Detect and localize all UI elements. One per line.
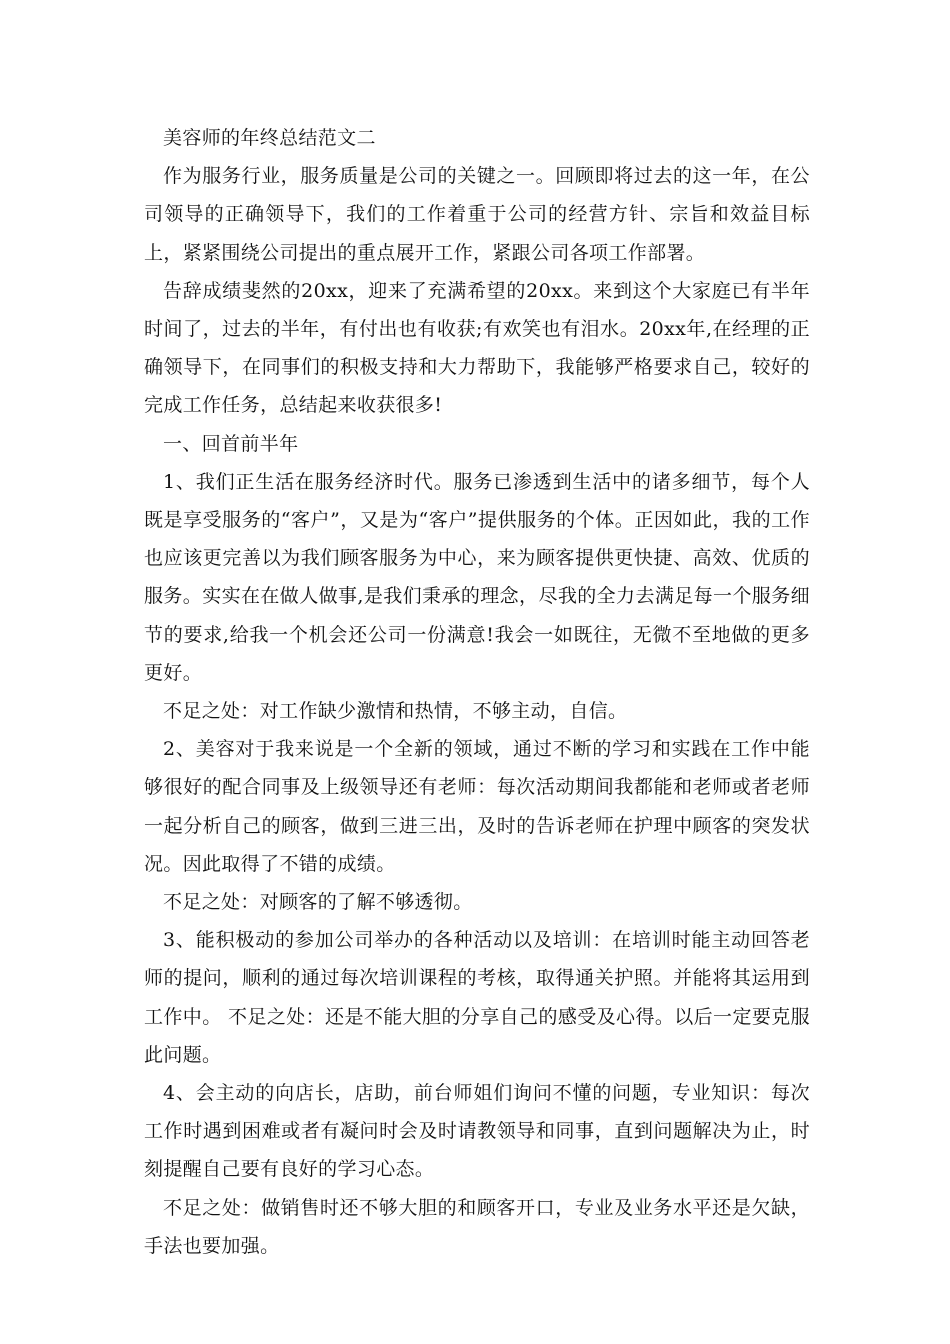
paragraph-review: 告辞成绩斐然的20xx，迎来了充满希望的20xx。来到这个大家庭已有半年时间了，过去的半年，有付出也有收获;有欢笑也有泪水。20xx年,在经理的正确领导下，在同事们的积极支持和大力帮助下，我能够严格要求自己，较好的完成工作任务，总结起来收获很多!	[144, 279, 810, 417]
paragraph-item-2: 2、美容对于我来说是一个全新的领域，通过不断的学习和实践在工作中能够很好的配合同事及上级领导还有老师：每次活动期间我都能和老师或者老师一起分析自己的顾客，做到三进三出，及时的告诉老师在护理中顾客的突发状况。因此取得了不错的成绩。	[144, 738, 810, 875]
paragraph-shortcoming-1: 不足之处：对工作缺少激情和热情，不够主动，自信。	[163, 700, 628, 723]
document-title: 美容师的年终总结范文二	[163, 127, 376, 149]
paragraph-item-1: 1、我们正生活在服务经济时代。服务已渗透到生活中的诸多细节，每个人既是享受服务的“客户”，又是为“客户”提供服务的个体。正因如此，我的工作也应该更完善以为我们顾客服务为中心，来为顾客提供更快捷、高效、优质的服务。实实在在做人做事,是我们秉承的理念，尽我的全力去满足每一个服务细节的要求,给我一个机会还公司一份满意!我会一如既往，无微不至地做的更多更好。	[144, 470, 810, 684]
paragraph-item-4: 4、会主动的向店长，店助，前台师姐们询问不懂的问题，专业知识：每次工作时遇到困难或者有凝问时会及时请教领导和同事，直到问题解决为止，时刻提醒自己要有良好的学习心态。	[144, 1082, 810, 1181]
document-body	[144, 119, 810, 1265]
paragraph-shortcoming-2: 不足之处：对顾客的了解不够透彻。	[163, 891, 473, 914]
paragraph-shortcoming-4: 不足之处：做销售时还不够大胆的和顾客开口，专业及业务水平还是欠缺，手法也要加强。	[144, 1196, 810, 1257]
section-heading: 一、回首前半年	[163, 432, 299, 455]
paragraph-intro: 作为服务行业，服务质量是公司的关键之一。回顾即将过去的这一年，在公司领导的正确领导下，我们的工作着重于公司的经营方针、宗旨和效益目标上，紧紧围绕公司提出的重点展开工作，紧跟公司各项工作部署。	[144, 165, 810, 264]
paragraph-item-3: 3、能积极动的参加公司举办的各种活动以及培训：在培训时能主动回答老师的提问，顺利的通过每次培训课程的考核，取得通关护照。并能将其运用到工作中。 不足之处：还是不能大胆的分享自己的感受及心得。以后一定要克服此问题。	[144, 929, 810, 1066]
